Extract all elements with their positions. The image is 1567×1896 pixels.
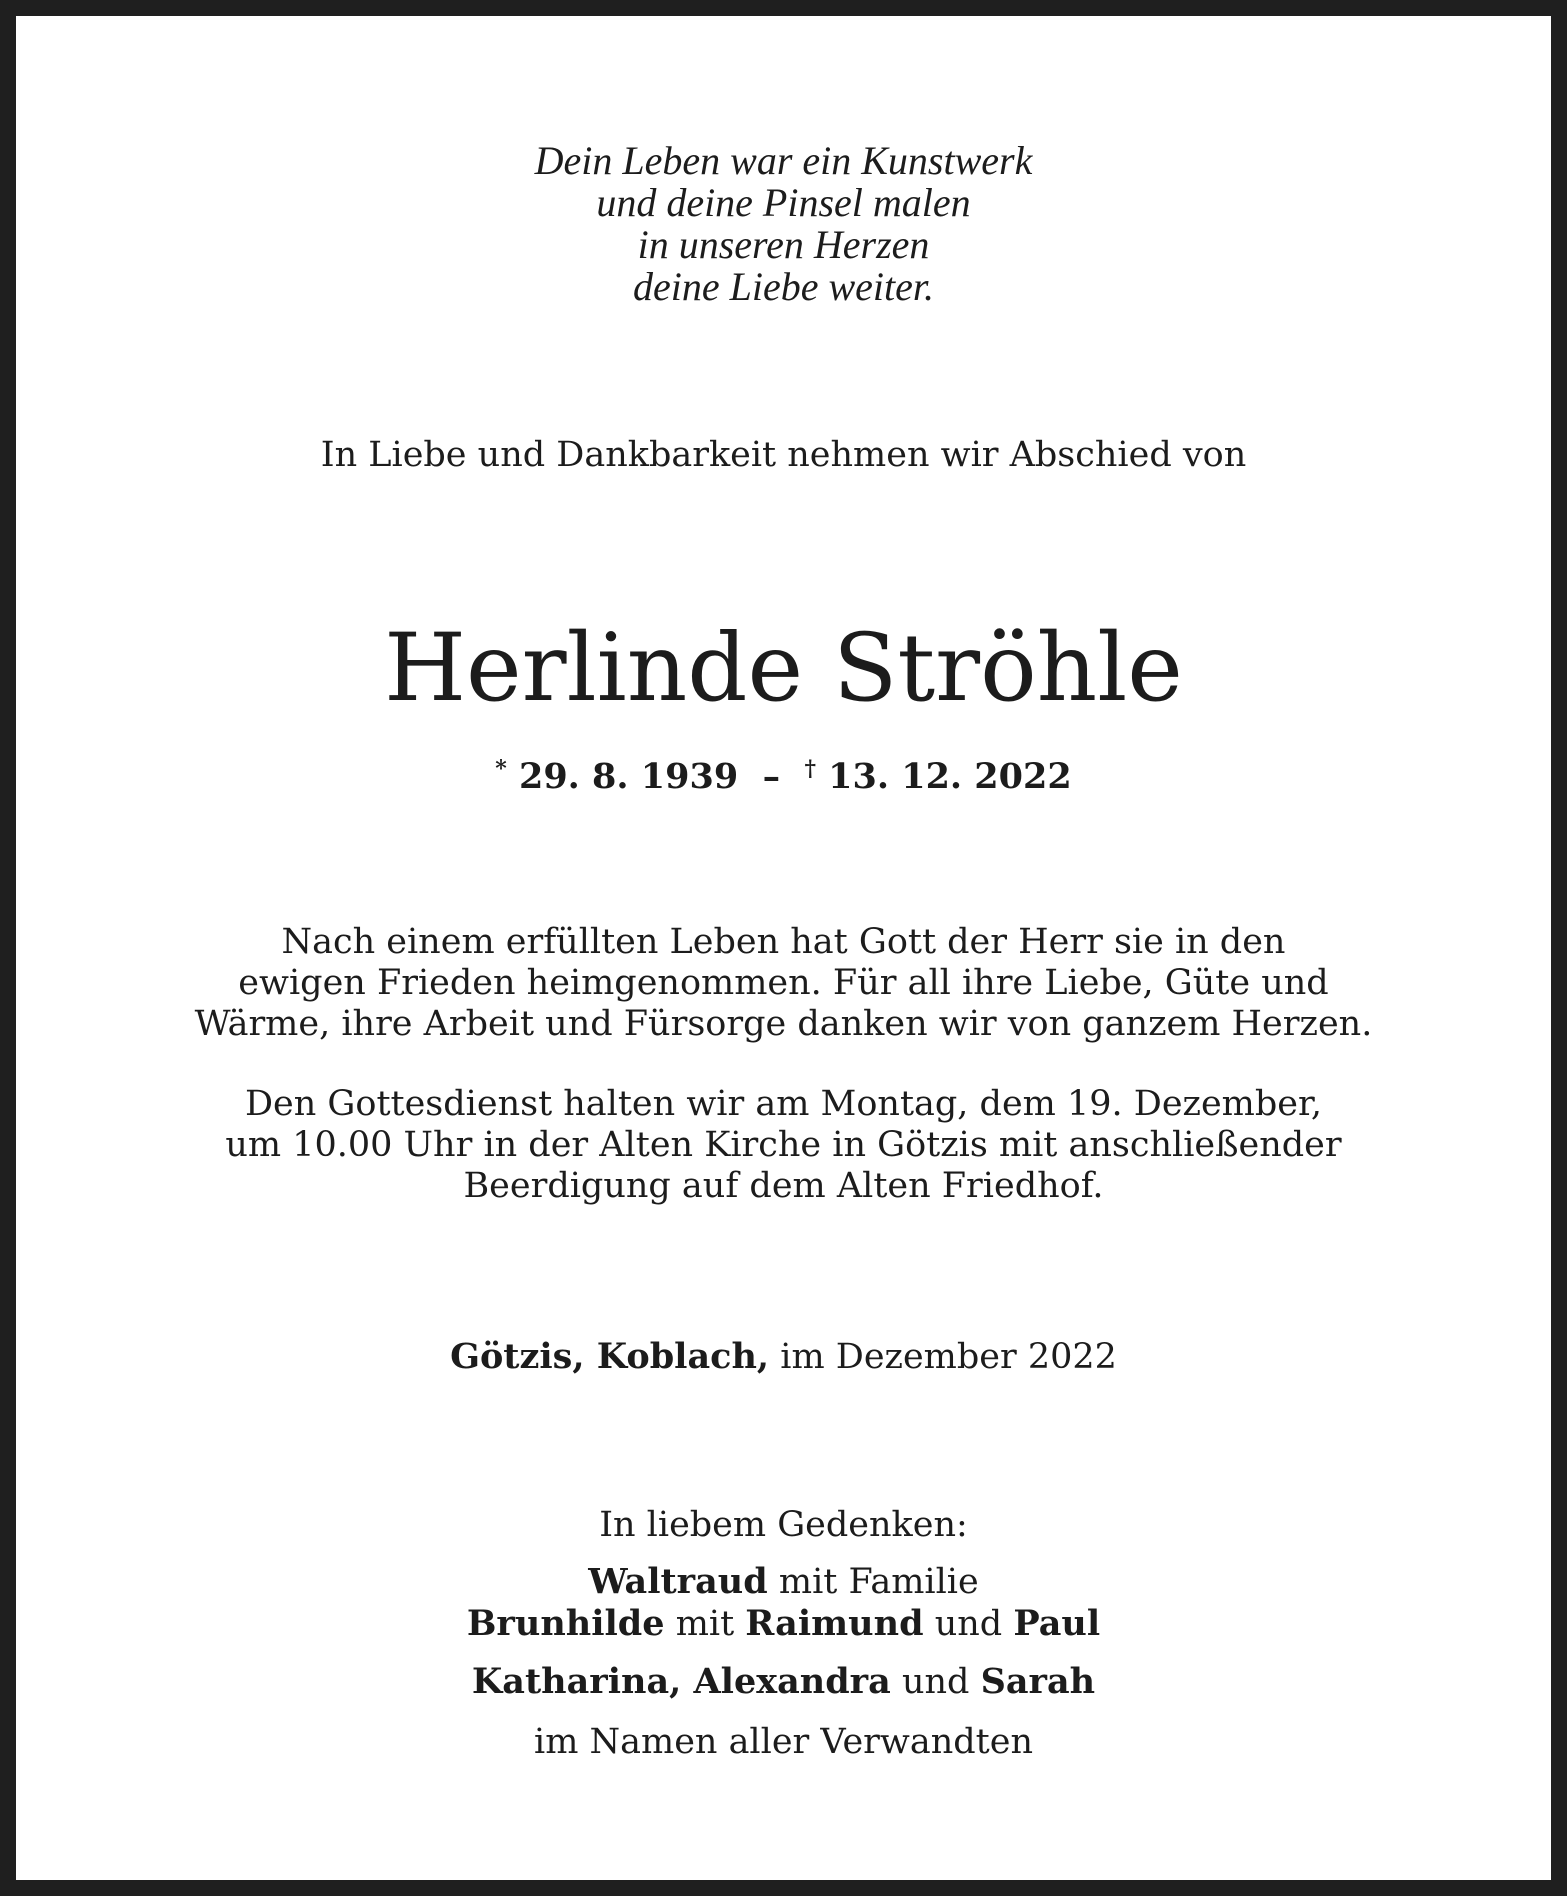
- paragraph-service: [32, 1084, 1535, 1207]
- paragraph-line: ewigen Frieden heimgenommen. Für all ihre Liebe, Güte und: [238, 963, 1329, 1003]
- mourner-text: und: [934, 1604, 1003, 1644]
- birth-date: 29. 8. 1939: [518, 756, 739, 797]
- places: Götzis, Koblach,: [450, 1336, 770, 1377]
- deceased-name: Herlinde Ströhle: [384, 614, 1183, 723]
- mourner-name: Brunhilde: [466, 1603, 665, 1644]
- poem-line: Dein Leben war ein Kunstwerk: [534, 138, 1033, 183]
- paragraph-line: Den Gottesdienst halten wir am Montag, dem 19. Dezember,: [244, 1084, 1323, 1124]
- poem-line: deine Liebe weiter.: [632, 264, 935, 309]
- mourner-name: Paul: [1013, 1603, 1101, 1644]
- paragraph-line: Wärme, ihre Arbeit und Fürsorge danken wir von ganzem Herzen.: [194, 1004, 1373, 1044]
- mourner-name: Raimund: [745, 1603, 924, 1644]
- mourner-line: [32, 1603, 1535, 1645]
- date-text: im Dezember 2022: [780, 1337, 1117, 1377]
- mourner-text: und: [901, 1662, 970, 1702]
- poem-line: und deine Pinsel malen: [596, 180, 971, 225]
- death-symbol: †: [804, 756, 816, 782]
- mourner-text: mit: [675, 1604, 735, 1644]
- intro-text: In Liebe und Dankbarkeit nehmen wir Abschied von: [320, 435, 1247, 475]
- mourner-line: [32, 1661, 1535, 1703]
- paragraph-line: um 10.00 Uhr in der Alten Kirche in Götzis mit anschließender: [225, 1125, 1342, 1165]
- relatives-line: im Namen aller Verwandten: [534, 1722, 1033, 1762]
- place-date: [32, 1336, 1535, 1378]
- mourner-name: Katharina, Alexandra: [471, 1661, 891, 1702]
- death-date: 13. 12. 2022: [828, 756, 1072, 797]
- mourner-name: Sarah: [980, 1661, 1096, 1702]
- memory-heading: In liebem Gedenken:: [599, 1505, 968, 1545]
- paragraph-line: Beerdigung auf dem Alten Friedhof.: [463, 1166, 1104, 1206]
- mourner-text: mit Familie: [778, 1562, 979, 1602]
- life-dates: [32, 756, 1535, 798]
- date-separator: –: [762, 756, 781, 797]
- poem-line: in unseren Herzen: [637, 222, 930, 267]
- paragraph-line: Nach einem erfüllten Leben hat Gott der Herr sie in den: [281, 922, 1286, 962]
- paragraph-farewell: [32, 922, 1535, 1045]
- mourner-line: [32, 1561, 1535, 1603]
- poem: [32, 140, 1535, 308]
- birth-symbol: *: [495, 756, 507, 782]
- mourner-name: Waltraud: [588, 1561, 768, 1602]
